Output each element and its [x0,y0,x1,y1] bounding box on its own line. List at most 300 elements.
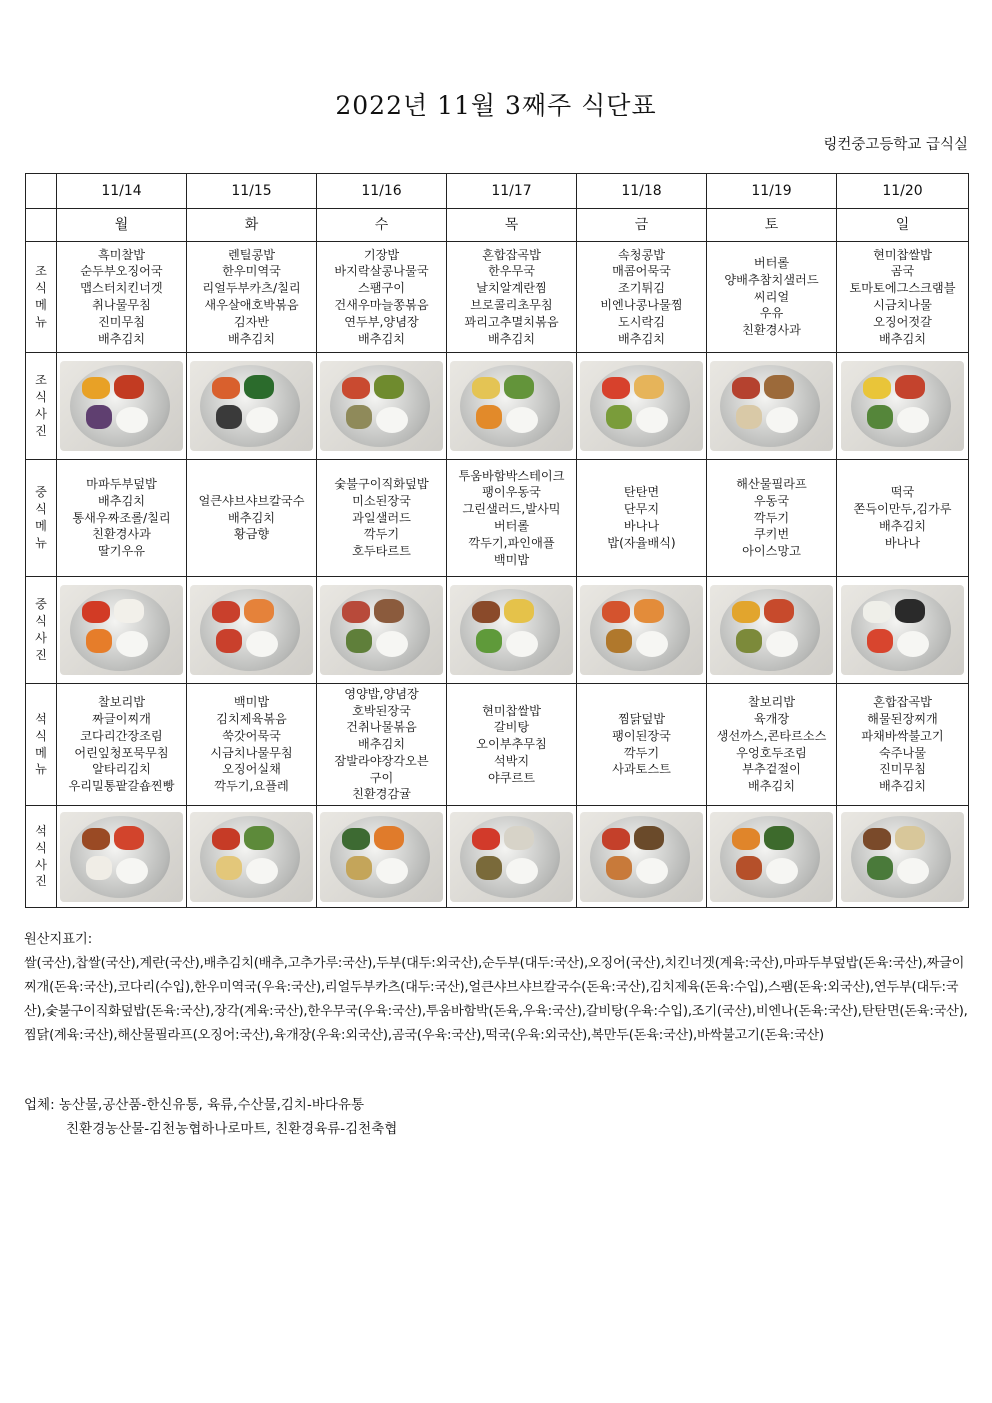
lunch-menu-cell [187,460,317,577]
rice-bowl [246,407,278,433]
meal-photo [710,812,833,902]
food-item [114,375,144,399]
menu-item: 떡국 [890,485,915,500]
date-cell: 11/14 [57,174,187,209]
weekday-cell: 일 [837,209,969,242]
food-item [216,856,242,880]
dinner-menu-label-char: 뉴 [35,762,47,777]
menu-item: 아이스망고 [742,544,801,559]
menu-item: 육개장 [753,711,790,726]
lunch-photo-label-char: 중 [35,597,47,612]
menu-item: 꽈리고추멸치볶음 [464,314,559,329]
menu-item: 비엔나콩나물찜 [600,298,683,312]
menu-item: 혼합잡곡밥 [873,695,932,710]
menu-item: 사과토스트 [612,762,671,777]
menu-item: 어린잎청포묵무침 [74,745,169,760]
meal-photo [841,585,964,675]
menu-item: 해물된장찌개 [867,711,938,726]
food-item [342,601,370,623]
menu-item: 황금향 [233,527,270,542]
dinner-menu-cell [57,684,187,806]
food-item [342,377,370,399]
menu-item: 오징어실채 [222,762,281,777]
breakfast-photo-cell [707,353,837,460]
menu-item: 갈비탕 [493,720,530,735]
meal-photo [580,812,703,902]
menu-item: 백미밥 [493,552,530,567]
breakfast-menu-label-char: 뉴 [35,314,47,329]
breakfast-menu-cell [57,242,187,353]
menu-item: 해산물필라프 [736,477,807,491]
dinner-menu-label-char: 식 [35,728,47,743]
food-item [216,629,242,653]
date-cell: 11/15 [187,174,317,209]
weekday-cell: 월 [57,209,187,242]
food-item [736,629,762,653]
meal-photo [60,361,183,451]
menu-item: 날치알계란찜 [476,281,547,296]
lunch-menu-cell [57,460,187,577]
food-item [212,828,240,850]
menu-item: 진미무침 [97,314,146,329]
meal-photo [320,812,443,902]
breakfast-photo-cell [187,353,317,460]
lunch-photo-row [26,577,969,684]
dinner-menu-cell [707,684,837,806]
breakfast-menu-cell [707,242,837,353]
rice-bowl [897,631,929,657]
breakfast-menu-cell [317,242,447,353]
rice-bowl [766,631,798,657]
breakfast-photo-cell [447,353,577,460]
food-item [895,375,925,399]
menu-item: 도시락김 [617,314,666,329]
food-item [764,599,794,623]
rice-bowl [766,858,798,884]
menu-item: 찰보리밥 [747,695,796,710]
meal-photo [60,585,183,675]
lunch-photo-cell [837,577,969,684]
menu-item: 기장밥 [363,247,400,262]
food-item [346,405,372,429]
menu-item: 김자반 [233,314,270,329]
menu-item: 호두타르트 [352,544,411,559]
dinner-photo-cell [317,806,447,908]
rice-bowl [116,858,148,884]
menu-item: 건새우마늘쫑볶음 [334,298,429,312]
menu-item: 건취나물볶음 [346,720,417,735]
menu-item: 깍두기 [623,745,660,760]
menu-item: 알타리김치 [92,762,151,777]
menu-item: 배추김치 [357,737,406,752]
menu-item: 시금치나물무침 [210,745,293,760]
menu-item: 깍두기 [363,527,400,542]
lunch-menu-cell [837,460,969,577]
menu-item: 투움바함박스테이크 [458,468,565,483]
food-item [342,828,370,850]
menu-item: 코다리간장조림 [80,728,163,743]
menu-item: 렌틸콩밥 [227,247,276,262]
breakfast-photo-label-char: 조 [35,373,47,388]
rice-bowl [636,858,668,884]
menu-item: 찜닭덮밥 [617,711,666,726]
food-item [114,599,144,623]
food-item [244,826,274,850]
menu-item: 곰국 [890,264,915,279]
lunch-menu-row [26,460,969,577]
food-item [764,375,794,399]
rice-bowl [506,407,538,433]
menu-item: 맵스터치킨너겟 [80,281,163,296]
meal-photo [710,585,833,675]
dinner-photo-label-char: 진 [35,874,47,889]
lunch-photo-cell [577,577,707,684]
food-item [764,826,794,850]
menu-item: 토마토에그스크램블 [849,281,956,296]
lunch-menu-cell [577,460,707,577]
dinner-photo-label-char: 식 [35,840,47,855]
dinner-menu-cell [447,684,577,806]
food-item [244,599,274,623]
breakfast-menu-label-char: 조 [35,264,47,279]
menu-item: 김치제육볶음 [216,711,287,726]
menu-item: 짜글이찌개 [92,711,151,726]
breakfast-menu-cell [837,242,969,353]
menu-item: 배추김치 [97,331,146,346]
menu-item: 영양밥,양념장 [344,686,419,701]
breakfast-menu-cell [447,242,577,353]
menu-item: 매콤어묵국 [612,264,671,279]
food-item [606,629,632,653]
menu-item: 진미무침 [878,762,927,777]
food-item [82,377,110,399]
lunch-menu-label-char: 중 [35,485,47,500]
food-item [82,601,110,623]
menu-item: 우유 [759,306,784,321]
rice-bowl [636,407,668,433]
menu-item: 새우살애호박볶음 [204,298,299,312]
menu-item: 바나나 [884,535,921,550]
corner-cell [26,174,57,209]
menu-item: 배추김치 [878,519,927,533]
menu-item: 호박된장국 [352,703,411,718]
lunch-photo-cell [57,577,187,684]
menu-item: 잠발라야장각오븐 [334,753,429,768]
lunch-photo-cell [187,577,317,684]
weekday-cell: 목 [447,209,577,242]
menu-item: 얼큰샤브샤브칼국수 [198,493,305,508]
page-title: 2022년 11월 3째주 식단표 [335,91,657,120]
dinner-photo-cell [187,806,317,908]
dinner-photo-cell [447,806,577,908]
menu-item: 흑미찰밥 [97,247,146,262]
menu-item: 찰보리밥 [97,695,146,710]
food-item [374,826,404,850]
food-item [216,405,242,429]
origin-text: 쌀(국산),찹쌀(국산),계란(국산),배추김치(배추,고추가루:국산),두부(대두:외국산),순두부(대두:국산),오징어(국산),치킨너겟(계육:국산),마파두부덮밥(돈육:국산),짜글이찌개(돈육:국산),코다리(수입),한우미역국(우육:국산),리얼두부카츠(대두:국산),얼큰샤브샤브칼국수(돈육:국산),김치제육(돈육:수입),스팸(돈육:외국산),연두부(대두:국산),숯불구이직화덮밥(돈육:국산),장각(계육:국산),한우무국(우육:국산),투움바함박(돈육,우육:국산),갈비탕(우육:수입),조기(국산),비엔나(돈육:국산),탄탄면(돈육:국산),찜닭(계육:국산),해산물필라프(오징어:국산),육개장(우육:외국산),곰국(우육:국산),떡국(우육:외국산),복만두(돈육:국산),바싹불고기(돈육:국산) [24,956,968,1043]
menu-item: 버터롤 [493,519,530,533]
food-item [867,629,893,653]
vendor-info [24,1093,397,1141]
breakfast-photo-cell [577,353,707,460]
menu-item: 현미찹쌀밥 [873,247,932,262]
rice-bowl [506,858,538,884]
dinner-menu-label-char: 석 [35,711,47,726]
dinner-photo-cell [577,806,707,908]
food-item [476,405,502,429]
menu-item: 친환경사과 [742,323,801,338]
lunch-menu-cell [707,460,837,577]
meal-photo [60,812,183,902]
menu-item: 숯불구이직화덮밥 [334,477,429,491]
menu-item: 깍두기,요플레 [214,779,289,794]
food-item [504,375,534,399]
menu-item: 혼합잡곡밥 [482,247,541,262]
breakfast-photo-label-char: 진 [35,423,47,438]
food-item [476,629,502,653]
breakfast-photo-label-char: 사 [35,407,47,421]
dinner-photo-label-char: 사 [35,857,47,872]
food-item [634,375,664,399]
menu-item: 팽이된장국 [612,728,671,743]
menu-item: 한우미역국 [222,264,281,279]
breakfast-menu-cell [187,242,317,353]
breakfast-menu-label-char: 메 [35,298,47,312]
menu-item: 리얼두부카츠/칠리 [202,281,301,296]
rice-bowl [897,407,929,433]
menu-item: 야쿠르트 [487,770,536,785]
dinner-photo-cell [57,806,187,908]
menu-item: 딸기우유 [97,544,146,559]
breakfast-photo-label-char: 식 [35,390,47,405]
food-item [212,601,240,623]
menu-item: 그린샐러드,발사믹 [462,502,561,517]
food-item [346,629,372,653]
menu-item: 과일샐러드 [352,510,411,525]
meal-photo [450,585,573,675]
lunch-photo-label-char: 사 [35,631,47,645]
rice-bowl [766,407,798,433]
breakfast-menu-row [26,242,969,353]
date-cell: 11/18 [577,174,707,209]
vendor-line-1: 업체: 농산물,공산품-한신유통, 육류,수산물,김치-바다유통 [24,1097,364,1113]
food-item [86,629,112,653]
menu-item: 깍두기 [753,510,790,525]
menu-item: 배추김치 [357,331,406,346]
menu-item: 쫀득이만두,김가루 [853,502,952,517]
menu-item: 우동국 [753,493,790,508]
food-item [82,828,110,850]
food-item [895,599,925,623]
menu-item: 미소된장국 [352,493,411,508]
menu-item: 쿠키번 [753,527,790,542]
menu-item: 취나물무침 [92,298,151,312]
food-item [114,826,144,850]
date-row [26,174,969,209]
meal-photo [320,585,443,675]
breakfast-photo-cell [837,353,969,460]
lunch-menu-label-char: 식 [35,502,47,517]
lunch-menu-label-char: 뉴 [35,535,47,550]
menu-item: 배추김치 [487,331,536,346]
breakfast-photo-label [26,353,57,460]
rice-bowl [376,631,408,657]
menu-item: 씨리얼 [753,289,790,304]
food-item [732,828,760,850]
menu-item: 바나나 [623,519,660,533]
breakfast-photo-cell [57,353,187,460]
breakfast-menu-cell [577,242,707,353]
food-item [736,856,762,880]
food-item [346,856,372,880]
lunch-photo-label [26,577,57,684]
meal-photo [841,361,964,451]
food-item [504,599,534,623]
menu-item: 백미밥 [233,695,270,710]
food-item [867,405,893,429]
food-item [606,856,632,880]
food-item [472,377,500,399]
meal-photo [450,361,573,451]
menu-item: 배추김치 [747,779,796,794]
food-item [634,826,664,850]
dinner-photo-label [26,806,57,908]
menu-item: 한우무국 [487,264,536,279]
menu-item: 순두부오징어국 [80,264,163,279]
vendor-line-2: 친환경농산물-김천농협하나로마트, 친환경육류-김천축협 [66,1121,398,1137]
menu-item: 배추김치 [97,493,146,508]
rice-bowl [506,631,538,657]
menu-item: 우엉호두조림 [736,745,807,760]
food-item [867,856,893,880]
lunch-photo-label-char: 식 [35,614,47,629]
weekday-cell: 금 [577,209,707,242]
weekday-row [26,209,969,242]
food-item [374,599,404,623]
menu-item: 깍두기,파인애플 [468,535,555,550]
menu-item: 마파두부덮밥 [86,477,157,491]
lunch-menu-label-char: 메 [35,519,47,533]
school-name: 링컨중고등학교 급식실 [823,137,968,153]
date-cell: 11/16 [317,174,447,209]
food-item [472,601,500,623]
lunch-photo-cell [317,577,447,684]
meal-photo [450,812,573,902]
food-item [504,826,534,850]
rice-bowl [116,407,148,433]
lunch-photo-label-char: 진 [35,647,47,662]
dinner-photo-cell [707,806,837,908]
menu-item: 단무지 [623,502,660,517]
menu-item: 버터롤 [753,256,790,270]
lunch-menu-cell [317,460,447,577]
menu-item: 탄탄면 [623,485,660,500]
dinner-photo-row [26,806,969,908]
date-cell: 11/19 [707,174,837,209]
menu-item: 조기튀김 [617,281,666,296]
food-item [602,601,630,623]
breakfast-menu-label-char: 식 [35,281,47,296]
weekday-cell: 토 [707,209,837,242]
dinner-menu-cell [577,684,707,806]
menu-item: 스팸구이 [357,281,406,296]
menu-item: 부추겉절이 [742,762,801,777]
meal-photo [841,812,964,902]
food-item [476,856,502,880]
menu-item: 생선까스,콘타르소스 [716,728,827,743]
food-item [606,405,632,429]
menu-item: 통새우짜조롤/칠리 [72,510,171,525]
dinner-menu-label [26,684,57,806]
menu-item: 브로콜리초무침 [470,298,553,312]
food-item [472,828,500,850]
menu-item: 배추김치 [878,331,927,346]
rice-bowl [897,858,929,884]
menu-item: 쑥갓어묵국 [222,728,281,743]
menu-item: 양배추참치샐러드 [724,272,819,287]
menu-item: 연두부,양념장 [344,314,419,329]
menu-item: 팽이우동국 [482,485,541,500]
rice-bowl [246,631,278,657]
food-item [732,601,760,623]
weekday-cell: 수 [317,209,447,242]
breakfast-photo-cell [317,353,447,460]
origin-label: 원산지표기: [24,932,93,947]
food-item [86,405,112,429]
dinner-photo-cell [837,806,969,908]
menu-item: 오징어젓갈 [873,314,932,329]
menu-item: 밥(자율배식) [607,535,676,550]
dinner-menu-row [26,684,969,806]
lunch-photo-cell [447,577,577,684]
menu-item: 속청콩밥 [617,247,666,262]
menu-item: 시금치나물 [873,298,932,312]
menu-item: 친환경감귤 [352,787,411,802]
food-item [244,375,274,399]
dinner-menu-cell [187,684,317,806]
menu-item: 숙주나물 [878,745,927,760]
meal-photo [580,585,703,675]
dinner-menu-label-char: 메 [35,745,47,760]
menu-item: 배추김치 [227,510,276,525]
lunch-menu-label [26,460,57,577]
breakfast-photo-row [26,353,969,460]
menu-item: 배추김치 [878,779,927,794]
menu-item: 현미찹쌀밥 [482,703,541,718]
rice-bowl [376,407,408,433]
rice-bowl [636,631,668,657]
lunch-photo-cell [707,577,837,684]
meal-photo [190,812,313,902]
meal-photo [710,361,833,451]
food-item [863,828,891,850]
date-cell: 11/17 [447,174,577,209]
rice-bowl [246,858,278,884]
rice-bowl [116,631,148,657]
food-item [736,405,762,429]
food-item [602,828,630,850]
food-item [863,601,891,623]
dinner-photo-label-char: 석 [35,823,47,838]
meal-photo [320,361,443,451]
breakfast-menu-label [26,242,57,353]
food-item [895,826,925,850]
weekday-cell: 화 [187,209,317,242]
menu-item: 우리밀통팥갈숍찐빵 [68,779,175,794]
meal-photo [580,361,703,451]
origin-notes [24,928,968,1048]
food-item [86,856,112,880]
